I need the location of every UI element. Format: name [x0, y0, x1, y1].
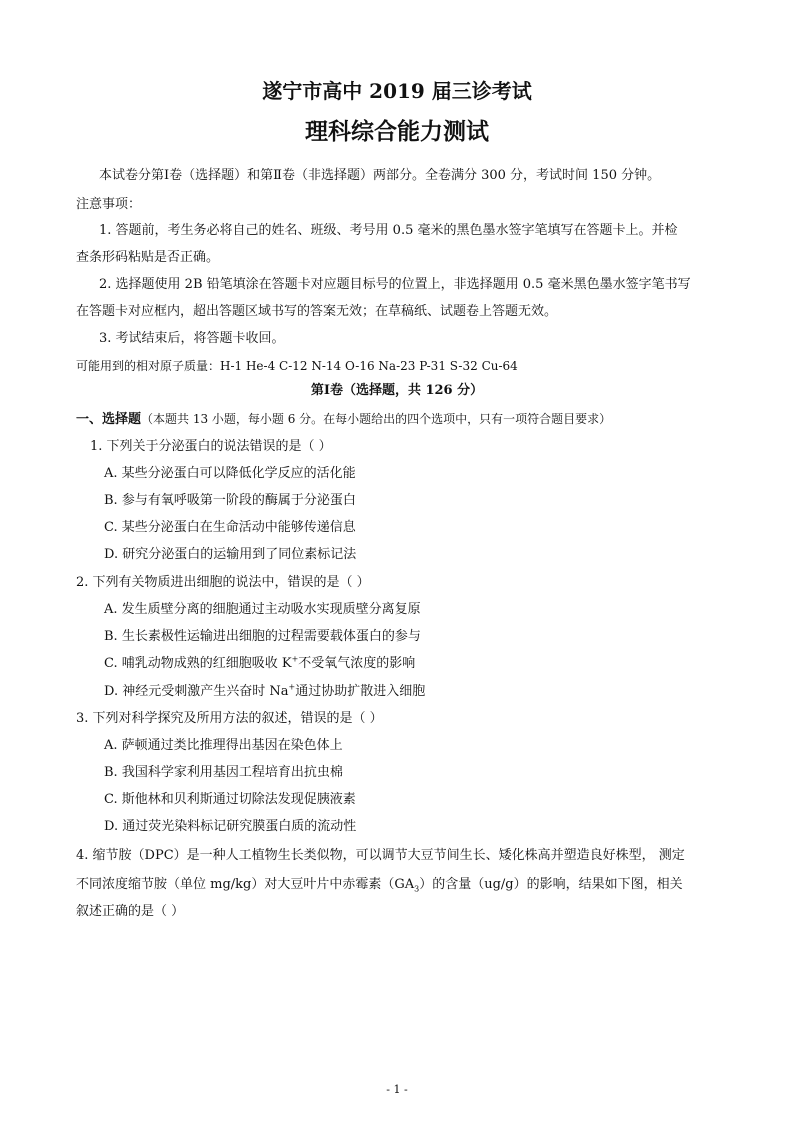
notice-item-3: 3. 考试结束后，将答题卡收回。	[99, 331, 285, 346]
intro-line: 本试卷分第Ⅰ卷（选择题）和第Ⅱ卷（非选择题）两部分。全卷满分 300 分，考试时间 150 分钟。	[99, 168, 661, 183]
question-2-option-c: C. 哺乳动物成熟的红细胞吸收 K+不受氧气浓度的影响	[104, 654, 416, 671]
part-heading	[76, 410, 611, 429]
question-2-option-d: D. 神经元受刺激产生兴奋时 Na+通过协助扩散进入细胞	[104, 682, 426, 699]
question-4-stem: 4. 缩节胺（DPC）是一种人工植物生长类似物，可以调节大豆节间生长、矮化株高并塑造良好株型， 测定	[76, 848, 685, 863]
question-3-option-a: A. 萨顿通过类比推理得出基因在染色体上	[104, 738, 343, 753]
question-1-option-b: B. 参与有氧呼吸第一阶段的酶属于分泌蛋白	[104, 493, 356, 508]
question-1-option-c: C. 某些分泌蛋白在生命活动中能够传递信息	[104, 520, 356, 535]
question-2-option-a: A. 发生质壁分离的细胞通过主动吸水实现质壁分离复原	[104, 602, 421, 617]
question-3-stem: 3. 下列对科学探究及所用方法的叙述，错误的是（ ）	[76, 711, 383, 726]
question-2-option-b: B. 生长素极性运输进出细胞的过程需要载体蛋白的参与	[104, 629, 421, 644]
part-label: 一、选择题	[76, 412, 142, 427]
notice-item-1: 1. 答题前，考生务必将自己的姓名、班级、考号用 0.5 毫米的黑色墨水签字笔填写在答题卡上。并检	[99, 223, 678, 238]
question-1-stem: 1. 下列关于分泌蛋白的说法错误的是（ ）	[90, 439, 332, 454]
notice-item-2: 2. 选择题使用 2B 铅笔填涂在答题卡对应题目标号的位置上，非选择题用 0.5 毫米黑色墨水签字笔书写	[99, 277, 691, 292]
question-3-option-b: B. 我国科学家利用基因工程培育出抗虫棉	[104, 765, 343, 780]
question-3-option-d: D. 通过荧光染料标记研究膜蛋白质的流动性	[104, 819, 357, 834]
question-1-option-d: D. 研究分泌蛋白的运输用到了同位素标记法	[104, 547, 357, 562]
question-3-option-c: C. 斯他林和贝利斯通过切除法发现促胰液素	[104, 792, 356, 807]
notice-item-1-cont: 查条形码粘贴是否正确。	[76, 250, 220, 265]
question-4-stem-end: 叙述正确的是（ ）	[76, 904, 185, 919]
page-number: - 1 -	[386, 1083, 408, 1096]
atomic-mass-line: 可能用到的相对原子质量：H-1 He-4 C-12 N-14 O-16 Na-23 P-31 S-32 Cu-64	[76, 359, 518, 373]
question-1-option-a: A. 某些分泌蛋白可以降低化学反应的活化能	[104, 466, 356, 481]
section-heading: 第Ⅰ卷（选择题，共 126 分）	[310, 383, 484, 398]
exam-subtitle: 理科综合能力测试	[305, 118, 489, 145]
exam-title: 遂宁市高中 2019 届三诊考试	[262, 79, 532, 103]
notice-heading: 注意事项：	[76, 197, 142, 212]
question-4-stem-cont: 不同浓度缩节胺（单位 mg/kg）对大豆叶片中赤霉素$(GA_3)$的含量（ug/g）的影响，结果如下图，相关	[76, 877, 683, 894]
question-2-stem: 2. 下列有关物质进出细胞的说法中，错误的是（ ）	[76, 575, 370, 590]
notice-item-2-cont: 在答题卡对应框内，超出答题区域书写的答案无效；在草稿纸、试题卷上答题无效。	[76, 304, 558, 319]
part-description: （本题共 13 小题，每小题 6 分。在每小题给出的四个选项中，只有一项符合题目要求）	[141, 412, 612, 426]
